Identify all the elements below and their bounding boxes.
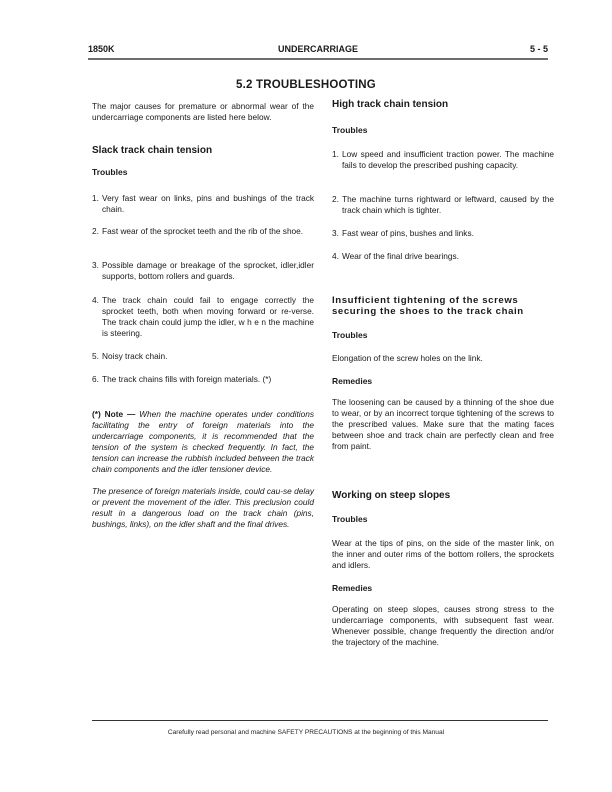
list-item: 2. Fast wear of the sprocket teeth and the rib of the shoe. <box>92 226 304 236</box>
model-label: 1850K <box>88 44 115 54</box>
page-number: 5 - 5 <box>529 44 548 54</box>
screws-troubles-text: Elongation of the screw holes on the link. <box>332 353 483 363</box>
screws-remedies-label: Remedies <box>332 376 373 386</box>
page-header <box>88 44 548 58</box>
footer-text: Carefully read personal and machine SAFETY PRECAUTIONS at the beginning of this Manual <box>167 729 445 736</box>
screws-troubles-label: Troubles <box>332 330 368 340</box>
header-rule <box>88 58 548 60</box>
slack-heading: Slack track chain tension <box>92 145 213 156</box>
high-troubles-label: Troubles <box>332 125 368 135</box>
slack-troubles-label: Troubles <box>92 167 128 177</box>
screws-heading: Insufficient tightening of the screws securing the shoes to the track chain <box>332 295 524 317</box>
footer-rule <box>92 720 548 721</box>
note-paragraph-2: The presence of foreign materials inside, could cau-se delay or prevent the movement of the idler. This preclusion could result in a dangerous load on the track chain (pins, bushings, links), on the idler shaft and the final drives. <box>92 486 314 529</box>
slopes-heading: Working on steep slopes <box>332 490 451 501</box>
list-item: 6. The track chains fills with foreign materials. (*) <box>92 374 272 384</box>
slopes-troubles-text: Wear at the tips of pins, on the side of the master link, on the inner and outer rims of the bottom rollers, the sprockets and idlers. <box>332 538 554 570</box>
list-item: 5. Noisy track chain. <box>92 351 168 361</box>
list-item: 3. Fast wear of pins, bushes and links. <box>332 228 474 238</box>
note-label: (*) Note — <box>92 409 136 419</box>
list-item: 2. The machine turns rightward or leftward, caused by the track chain which is tighter. <box>332 194 554 215</box>
high-heading: High track chain tension <box>332 99 449 110</box>
slopes-remedies-label: Remedies <box>332 583 373 593</box>
list-item: 1. Very fast wear on links, pins and bushings of the track chain. <box>92 193 314 214</box>
page-title: 5.2 TROUBLESHOOTING <box>236 79 376 91</box>
slopes-remedies-text: Operating on steep slopes, causes strong stress to the undercarriage components, with subsequent fast wear. Whenever possible, change frequently the direction and/or the trajectory of the machine. <box>332 604 554 647</box>
slopes-troubles-label: Troubles <box>332 514 368 524</box>
list-item: 3. Possible damage or breakage of the sprocket, idler,idler supports, bottom rollers and guards. <box>92 260 314 281</box>
screws-remedies-text: The loosening can be caused by a thinning of the shoe due to wear, or by an incorrect torque tightening of the screws to the prescribed values. Make sure that the mating faces between shoe and track chain are perfectly clean and free from paint. <box>332 397 554 451</box>
intro-paragraph: The major causes for premature or abnormal wear of the undercarriage components are listed here below. <box>92 101 314 122</box>
list-item: 4. The track chain could fail to engage correctly the sprocket teeth, both when moving forward or re-verse. The track chain could jump the idler, w h e n the machine is steering. <box>92 295 314 338</box>
list-item: 4. Wear of the final drive bearings. <box>332 251 459 261</box>
section-label: UNDERCARRIAGE <box>277 44 358 54</box>
list-item: 1. Low speed and insufficient traction power. The machine fails to develop the prescribed pushing capacity. <box>332 149 554 170</box>
note-paragraph: (*) Note — When the machine operates under conditions facilitating the entry of foreign materials into the undercarriage components, it is recommended that the tension of the system is checked frequently. In fact, the tension can increase the rubbish included between the track chain components and the idler tensioner device. <box>92 409 314 474</box>
